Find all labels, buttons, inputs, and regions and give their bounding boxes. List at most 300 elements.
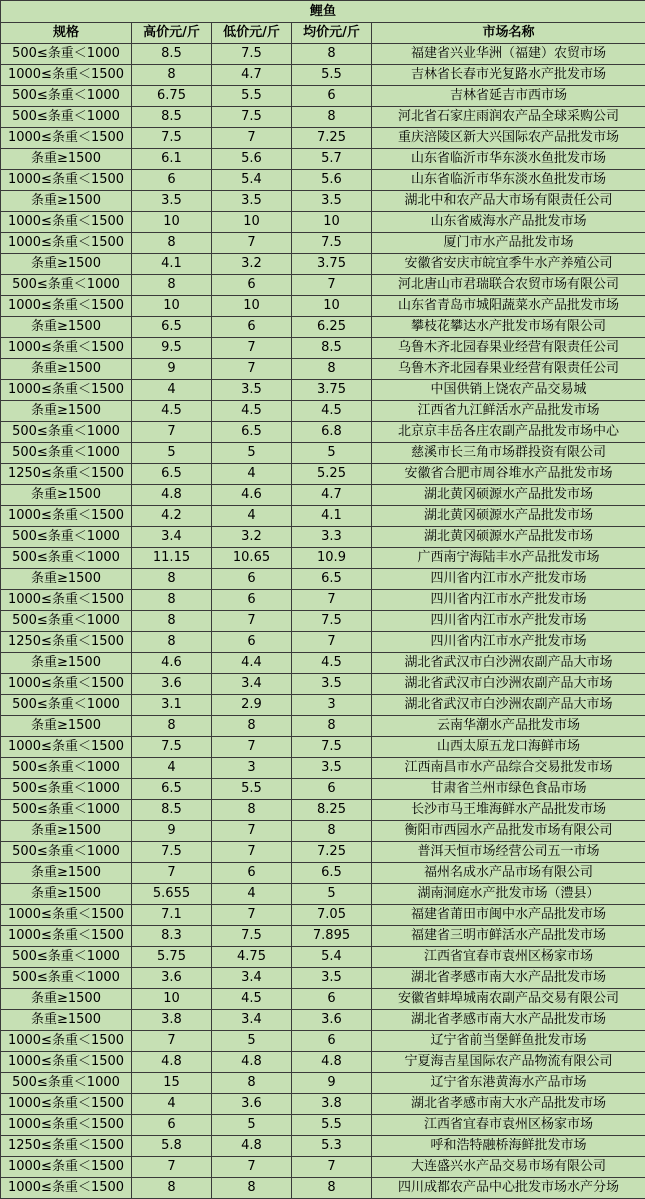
high-price-cell: 8 xyxy=(132,569,212,590)
avg-price-cell: 4.5 xyxy=(292,653,372,674)
spec-cell: 1000≤条重＜1500 xyxy=(1,926,132,947)
low-price-cell: 4 xyxy=(212,884,292,905)
table-row xyxy=(1,569,645,590)
low-price-cell: 4.8 xyxy=(212,1052,292,1073)
table-row xyxy=(1,758,645,779)
high-price-cell: 7 xyxy=(132,1157,212,1178)
market-name-cell: 湖北省武汉市白沙洲农副产品大市场 xyxy=(372,674,645,695)
market-name-cell: 四川省内江市水产批发市场 xyxy=(372,632,645,653)
table-row xyxy=(1,296,645,317)
avg-price-cell: 7.5 xyxy=(292,233,372,254)
high-price-cell: 6.5 xyxy=(132,779,212,800)
low-price-cell: 3.2 xyxy=(212,254,292,275)
table-row xyxy=(1,65,645,86)
low-price-cell: 3.4 xyxy=(212,1010,292,1031)
avg-price-cell: 7.895 xyxy=(292,926,372,947)
spec-cell: 1000≤条重＜1500 xyxy=(1,1052,132,1073)
market-name-cell: 河北唐山市君瑞联合农贸市场有限公司 xyxy=(372,275,645,296)
low-price-cell: 6 xyxy=(212,590,292,611)
spec-cell: 条重≥1500 xyxy=(1,359,132,380)
spec-cell: 500≤条重＜1000 xyxy=(1,107,132,128)
low-price-cell: 7 xyxy=(212,1157,292,1178)
avg-price-cell: 5.5 xyxy=(292,1115,372,1136)
high-price-cell: 8 xyxy=(132,632,212,653)
low-price-cell: 5 xyxy=(212,1031,292,1052)
market-name-cell: 吉林省长春市光复路水产批发市场 xyxy=(372,65,645,86)
spec-cell: 条重≥1500 xyxy=(1,149,132,170)
high-price-cell: 7.1 xyxy=(132,905,212,926)
table-row xyxy=(1,149,645,170)
market-name-cell: 山东省威海水产品批发市场 xyxy=(372,212,645,233)
high-price-cell: 6 xyxy=(132,170,212,191)
table-row xyxy=(1,905,645,926)
market-name-cell: 攀枝花攀达水产批发市场有限公司 xyxy=(372,317,645,338)
market-name-cell: 湖北中和农产品大市场有限责任公司 xyxy=(372,191,645,212)
spec-cell: 条重≥1500 xyxy=(1,1010,132,1031)
table-row xyxy=(1,716,645,737)
avg-price-cell: 8 xyxy=(292,44,372,65)
low-price-cell: 5.4 xyxy=(212,170,292,191)
market-name-cell: 中国供销上饶农产品交易城 xyxy=(372,380,645,401)
market-name-cell: 山西太原五龙口海鲜市场 xyxy=(372,737,645,758)
table-row xyxy=(1,359,645,380)
spec-cell: 500≤条重＜1000 xyxy=(1,968,132,989)
avg-price-cell: 7.5 xyxy=(292,611,372,632)
low-price-cell: 4.6 xyxy=(212,485,292,506)
high-price-cell: 6 xyxy=(132,1115,212,1136)
high-price-cell: 3.4 xyxy=(132,527,212,548)
high-price-cell: 8.5 xyxy=(132,800,212,821)
avg-price-cell: 3.5 xyxy=(292,674,372,695)
spec-cell: 1000≤条重＜1500 xyxy=(1,674,132,695)
market-name-cell: 福建省莆田市闽中水产品批发市场 xyxy=(372,905,645,926)
table-row xyxy=(1,632,645,653)
avg-price-cell: 7 xyxy=(292,590,372,611)
market-name-cell: 四川省内江市水产批发市场 xyxy=(372,569,645,590)
high-price-cell: 8 xyxy=(132,590,212,611)
avg-price-cell: 3.3 xyxy=(292,527,372,548)
spec-cell: 500≤条重＜1000 xyxy=(1,611,132,632)
high-price-cell: 8 xyxy=(132,611,212,632)
spec-cell: 500≤条重＜1000 xyxy=(1,44,132,65)
market-name-cell: 湖北省孝感市南大水产品批发市场 xyxy=(372,1010,645,1031)
table-row xyxy=(1,548,645,569)
table-row xyxy=(1,506,645,527)
spec-cell: 500≤条重＜1000 xyxy=(1,548,132,569)
table-row xyxy=(1,800,645,821)
low-price-cell: 7 xyxy=(212,737,292,758)
table-row xyxy=(1,1073,645,1094)
high-price-cell: 7.5 xyxy=(132,842,212,863)
spec-cell: 1000≤条重＜1500 xyxy=(1,212,132,233)
market-name-cell: 大连盛兴水产品交易市场有限公司 xyxy=(372,1157,645,1178)
table-row xyxy=(1,170,645,191)
market-name-cell: 福建省三明市鲜活水产品批发市场 xyxy=(372,926,645,947)
table-body xyxy=(1,44,645,1199)
market-name-cell: 湖北省孝感市南大水产品批发市场 xyxy=(372,1094,645,1115)
high-price-cell: 8 xyxy=(132,65,212,86)
market-name-cell: 四川省内江市水产批发市场 xyxy=(372,590,645,611)
header-market-name: 市场名称 xyxy=(372,23,645,44)
low-price-cell: 8 xyxy=(212,800,292,821)
low-price-cell: 3.4 xyxy=(212,968,292,989)
spec-cell: 条重≥1500 xyxy=(1,317,132,338)
low-price-cell: 7.5 xyxy=(212,926,292,947)
high-price-cell: 3.6 xyxy=(132,968,212,989)
avg-price-cell: 3.75 xyxy=(292,380,372,401)
avg-price-cell: 5.3 xyxy=(292,1136,372,1157)
market-name-cell: 湖北黄冈硕源水产品批发市场 xyxy=(372,485,645,506)
spec-cell: 500≤条重＜1000 xyxy=(1,86,132,107)
high-price-cell: 8.3 xyxy=(132,926,212,947)
low-price-cell: 5 xyxy=(212,1115,292,1136)
low-price-cell: 7.5 xyxy=(212,44,292,65)
high-price-cell: 7 xyxy=(132,422,212,443)
table-row xyxy=(1,338,645,359)
spec-cell: 1000≤条重＜1500 xyxy=(1,233,132,254)
high-price-cell: 4 xyxy=(132,1094,212,1115)
high-price-cell: 8 xyxy=(132,1178,212,1199)
table-row xyxy=(1,191,645,212)
market-name-cell: 厦门市水产品批发市场 xyxy=(372,233,645,254)
high-price-cell: 8 xyxy=(132,233,212,254)
avg-price-cell: 7.25 xyxy=(292,128,372,149)
market-name-cell: 山东省临沂市华东淡水鱼批发市场 xyxy=(372,170,645,191)
table-row xyxy=(1,464,645,485)
market-name-cell: 普洱天恒市场经营公司五一市场 xyxy=(372,842,645,863)
table-row xyxy=(1,254,645,275)
low-price-cell: 4.4 xyxy=(212,653,292,674)
spec-cell: 条重≥1500 xyxy=(1,716,132,737)
spec-cell: 条重≥1500 xyxy=(1,569,132,590)
market-name-cell: 安徽省蚌埠城南农副产品交易有限公司 xyxy=(372,989,645,1010)
spec-cell: 1000≤条重＜1500 xyxy=(1,506,132,527)
avg-price-cell: 5.4 xyxy=(292,947,372,968)
header-spec: 规格 xyxy=(1,23,132,44)
low-price-cell: 6 xyxy=(212,569,292,590)
market-name-cell: 辽宁省东港黄海水产品市场 xyxy=(372,1073,645,1094)
low-price-cell: 4 xyxy=(212,464,292,485)
spec-cell: 1000≤条重＜1500 xyxy=(1,1178,132,1199)
high-price-cell: 3.6 xyxy=(132,674,212,695)
spec-cell: 1000≤条重＜1500 xyxy=(1,338,132,359)
spec-cell: 条重≥1500 xyxy=(1,191,132,212)
high-price-cell: 3.8 xyxy=(132,1010,212,1031)
spec-cell: 500≤条重＜1000 xyxy=(1,275,132,296)
avg-price-cell: 8 xyxy=(292,107,372,128)
market-name-cell: 湖北黄冈硕源水产品批发市场 xyxy=(372,527,645,548)
table-row xyxy=(1,1157,645,1178)
header-high-price: 高价元/斤 xyxy=(132,23,212,44)
avg-price-cell: 6 xyxy=(292,1031,372,1052)
table-row xyxy=(1,863,645,884)
high-price-cell: 5.655 xyxy=(132,884,212,905)
low-price-cell: 5.5 xyxy=(212,86,292,107)
high-price-cell: 10 xyxy=(132,989,212,1010)
table-row xyxy=(1,1052,645,1073)
avg-price-cell: 3 xyxy=(292,695,372,716)
table-row xyxy=(1,737,645,758)
high-price-cell: 8 xyxy=(132,275,212,296)
low-price-cell: 4.5 xyxy=(212,989,292,1010)
low-price-cell: 3 xyxy=(212,758,292,779)
spec-cell: 500≤条重＜1000 xyxy=(1,695,132,716)
avg-price-cell: 6.8 xyxy=(292,422,372,443)
high-price-cell: 6.5 xyxy=(132,464,212,485)
avg-price-cell: 5 xyxy=(292,443,372,464)
spec-cell: 500≤条重＜1000 xyxy=(1,1073,132,1094)
spec-cell: 条重≥1500 xyxy=(1,485,132,506)
high-price-cell: 4.1 xyxy=(132,254,212,275)
spec-cell: 条重≥1500 xyxy=(1,821,132,842)
low-price-cell: 7 xyxy=(212,611,292,632)
low-price-cell: 8 xyxy=(212,1073,292,1094)
header-low-price: 低价元/斤 xyxy=(212,23,292,44)
spec-cell: 1250≤条重＜1500 xyxy=(1,1136,132,1157)
table-row xyxy=(1,107,645,128)
table-row xyxy=(1,947,645,968)
high-price-cell: 9 xyxy=(132,821,212,842)
market-name-cell: 福州名成水产品市场有限公司 xyxy=(372,863,645,884)
market-name-cell: 衡阳市西园水产品批发市场有限公司 xyxy=(372,821,645,842)
high-price-cell: 8.5 xyxy=(132,44,212,65)
low-price-cell: 7 xyxy=(212,359,292,380)
low-price-cell: 8 xyxy=(212,716,292,737)
low-price-cell: 7 xyxy=(212,338,292,359)
spec-cell: 条重≥1500 xyxy=(1,401,132,422)
market-name-cell: 山东省临沂市华东淡水鱼批发市场 xyxy=(372,149,645,170)
market-name-cell: 山东省青岛市城阳蔬菜水产品批发市场 xyxy=(372,296,645,317)
table-row xyxy=(1,275,645,296)
header-avg-price: 均价元/斤 xyxy=(292,23,372,44)
avg-price-cell: 8.5 xyxy=(292,338,372,359)
table-row xyxy=(1,968,645,989)
avg-price-cell: 6.5 xyxy=(292,863,372,884)
table-row xyxy=(1,233,645,254)
spec-cell: 1000≤条重＜1500 xyxy=(1,380,132,401)
avg-price-cell: 3.5 xyxy=(292,191,372,212)
low-price-cell: 6 xyxy=(212,275,292,296)
table-row xyxy=(1,128,645,149)
high-price-cell: 10 xyxy=(132,212,212,233)
avg-price-cell: 10 xyxy=(292,212,372,233)
low-price-cell: 5 xyxy=(212,443,292,464)
title-row xyxy=(1,1,645,23)
avg-price-cell: 7.25 xyxy=(292,842,372,863)
market-name-cell: 呼和浩特融桥海鲜批发市场 xyxy=(372,1136,645,1157)
table-row xyxy=(1,695,645,716)
table-row xyxy=(1,884,645,905)
market-name-cell: 辽宁省前当堡鲜鱼批发市场 xyxy=(372,1031,645,1052)
high-price-cell: 7.5 xyxy=(132,737,212,758)
high-price-cell: 6.75 xyxy=(132,86,212,107)
spec-cell: 500≤条重＜1000 xyxy=(1,527,132,548)
low-price-cell: 6 xyxy=(212,317,292,338)
spec-cell: 1000≤条重＜1500 xyxy=(1,170,132,191)
market-name-cell: 四川成都农产品中心批发市场水产分场 xyxy=(372,1178,645,1199)
table-row xyxy=(1,821,645,842)
market-name-cell: 重庆涪陵区新大兴国际农产品批发市场 xyxy=(372,128,645,149)
spec-cell: 500≤条重＜1000 xyxy=(1,758,132,779)
spec-cell: 1000≤条重＜1500 xyxy=(1,296,132,317)
low-price-cell: 10 xyxy=(212,212,292,233)
high-price-cell: 8 xyxy=(132,716,212,737)
spec-cell: 1000≤条重＜1500 xyxy=(1,128,132,149)
low-price-cell: 7 xyxy=(212,905,292,926)
spec-cell: 500≤条重＜1000 xyxy=(1,842,132,863)
low-price-cell: 7 xyxy=(212,821,292,842)
market-name-cell: 甘肃省兰州市绿色食品市场 xyxy=(372,779,645,800)
market-name-cell: 河北省石家庄雨润农产品全球采购公司 xyxy=(372,107,645,128)
market-name-cell: 乌鲁木齐北园春果业经营有限责任公司 xyxy=(372,338,645,359)
market-name-cell: 安徽省合肥市周谷堆水产品批发市场 xyxy=(372,464,645,485)
table-row xyxy=(1,611,645,632)
low-price-cell: 7 xyxy=(212,233,292,254)
market-name-cell: 江西南昌市水产品综合交易批发市场 xyxy=(372,758,645,779)
spec-cell: 1000≤条重＜1500 xyxy=(1,1157,132,1178)
avg-price-cell: 5.6 xyxy=(292,170,372,191)
avg-price-cell: 6.25 xyxy=(292,317,372,338)
high-price-cell: 4.6 xyxy=(132,653,212,674)
table-row xyxy=(1,674,645,695)
table-row xyxy=(1,401,645,422)
high-price-cell: 5.8 xyxy=(132,1136,212,1157)
high-price-cell: 5 xyxy=(132,443,212,464)
avg-price-cell: 6.5 xyxy=(292,569,372,590)
high-price-cell: 9 xyxy=(132,359,212,380)
avg-price-cell: 4.1 xyxy=(292,506,372,527)
table-row xyxy=(1,926,645,947)
spec-cell: 1000≤条重＜1500 xyxy=(1,1094,132,1115)
high-price-cell: 5.75 xyxy=(132,947,212,968)
spec-cell: 500≤条重＜1000 xyxy=(1,800,132,821)
market-name-cell: 四川省内江市水产批发市场 xyxy=(372,611,645,632)
high-price-cell: 3.1 xyxy=(132,695,212,716)
market-name-cell: 湖南洞庭水产批发市场（澧县） xyxy=(372,884,645,905)
table-row xyxy=(1,86,645,107)
table-row xyxy=(1,1115,645,1136)
spec-cell: 1000≤条重＜1500 xyxy=(1,737,132,758)
spec-cell: 500≤条重＜1000 xyxy=(1,947,132,968)
table-row xyxy=(1,1031,645,1052)
high-price-cell: 6.1 xyxy=(132,149,212,170)
avg-price-cell: 8 xyxy=(292,359,372,380)
high-price-cell: 4.2 xyxy=(132,506,212,527)
high-price-cell: 6.5 xyxy=(132,317,212,338)
spec-cell: 500≤条重＜1000 xyxy=(1,422,132,443)
table-row xyxy=(1,422,645,443)
table-row xyxy=(1,443,645,464)
high-price-cell: 7 xyxy=(132,1031,212,1052)
market-name-cell: 湖北省孝感市南大水产品批发市场 xyxy=(372,968,645,989)
market-name-cell: 吉林省延吉市西市场 xyxy=(372,86,645,107)
avg-price-cell: 7 xyxy=(292,632,372,653)
table-row xyxy=(1,212,645,233)
avg-price-cell: 8 xyxy=(292,821,372,842)
low-price-cell: 3.5 xyxy=(212,191,292,212)
avg-price-cell: 3.8 xyxy=(292,1094,372,1115)
low-price-cell: 2.9 xyxy=(212,695,292,716)
avg-price-cell: 10.9 xyxy=(292,548,372,569)
high-price-cell: 7.5 xyxy=(132,128,212,149)
market-name-cell: 安徽省安庆市皖宜季牛水产养殖公司 xyxy=(372,254,645,275)
low-price-cell: 7 xyxy=(212,842,292,863)
spec-cell: 1000≤条重＜1500 xyxy=(1,1115,132,1136)
market-name-cell: 长沙市马王堆海鲜水产品批发市场 xyxy=(372,800,645,821)
table-row xyxy=(1,1010,645,1031)
low-price-cell: 3.2 xyxy=(212,527,292,548)
high-price-cell: 4 xyxy=(132,758,212,779)
avg-price-cell: 7.05 xyxy=(292,905,372,926)
low-price-cell: 4.7 xyxy=(212,65,292,86)
table-row xyxy=(1,485,645,506)
table-row xyxy=(1,1136,645,1157)
avg-price-cell: 7.5 xyxy=(292,737,372,758)
avg-price-cell: 5.7 xyxy=(292,149,372,170)
low-price-cell: 4 xyxy=(212,506,292,527)
table-row xyxy=(1,779,645,800)
market-name-cell: 湖北省武汉市白沙洲农副产品大市场 xyxy=(372,695,645,716)
market-name-cell: 北京京丰岳各庄农副产品批发市场中心 xyxy=(372,422,645,443)
spec-cell: 条重≥1500 xyxy=(1,653,132,674)
low-price-cell: 5.5 xyxy=(212,779,292,800)
table-row xyxy=(1,590,645,611)
market-name-cell: 福建省兴业华洲（福建）农贸市场 xyxy=(372,44,645,65)
avg-price-cell: 5 xyxy=(292,884,372,905)
table-title: 鲤鱼 xyxy=(1,1,645,23)
spec-cell: 1000≤条重＜1500 xyxy=(1,590,132,611)
avg-price-cell: 6 xyxy=(292,86,372,107)
low-price-cell: 3.4 xyxy=(212,674,292,695)
market-name-cell: 江西省九江鲜活水产品批发市场 xyxy=(372,401,645,422)
header-row xyxy=(1,23,645,44)
high-price-cell: 4.8 xyxy=(132,1052,212,1073)
market-name-cell: 湖北省武汉市白沙洲农副产品大市场 xyxy=(372,653,645,674)
spec-cell: 1250≤条重＜1500 xyxy=(1,464,132,485)
avg-price-cell: 8 xyxy=(292,1178,372,1199)
table-row xyxy=(1,44,645,65)
avg-price-cell: 3.5 xyxy=(292,968,372,989)
low-price-cell: 6 xyxy=(212,632,292,653)
avg-price-cell: 4.7 xyxy=(292,485,372,506)
market-name-cell: 慈溪市长三角市场群投资有限公司 xyxy=(372,443,645,464)
avg-price-cell: 6 xyxy=(292,989,372,1010)
avg-price-cell: 3.75 xyxy=(292,254,372,275)
market-name-cell: 乌鲁木齐北园春果业经营有限责任公司 xyxy=(372,359,645,380)
table-row xyxy=(1,1094,645,1115)
avg-price-cell: 5.25 xyxy=(292,464,372,485)
avg-price-cell: 3.6 xyxy=(292,1010,372,1031)
table-row xyxy=(1,1178,645,1199)
low-price-cell: 6.5 xyxy=(212,422,292,443)
market-name-cell: 江西省宜春市袁州区杨家市场 xyxy=(372,947,645,968)
spec-cell: 500≤条重＜1000 xyxy=(1,779,132,800)
low-price-cell: 3.5 xyxy=(212,380,292,401)
table-row xyxy=(1,989,645,1010)
low-price-cell: 8 xyxy=(212,1178,292,1199)
table-row xyxy=(1,842,645,863)
high-price-cell: 4.8 xyxy=(132,485,212,506)
table-row xyxy=(1,380,645,401)
low-price-cell: 5.6 xyxy=(212,149,292,170)
avg-price-cell: 6 xyxy=(292,779,372,800)
low-price-cell: 7 xyxy=(212,128,292,149)
high-price-cell: 11.15 xyxy=(132,548,212,569)
low-price-cell: 4.75 xyxy=(212,947,292,968)
spec-cell: 1250≤条重＜1500 xyxy=(1,632,132,653)
market-name-cell: 江西省宜春市袁州区杨家市场 xyxy=(372,1115,645,1136)
market-name-cell: 湖北黄冈硕源水产品批发市场 xyxy=(372,506,645,527)
